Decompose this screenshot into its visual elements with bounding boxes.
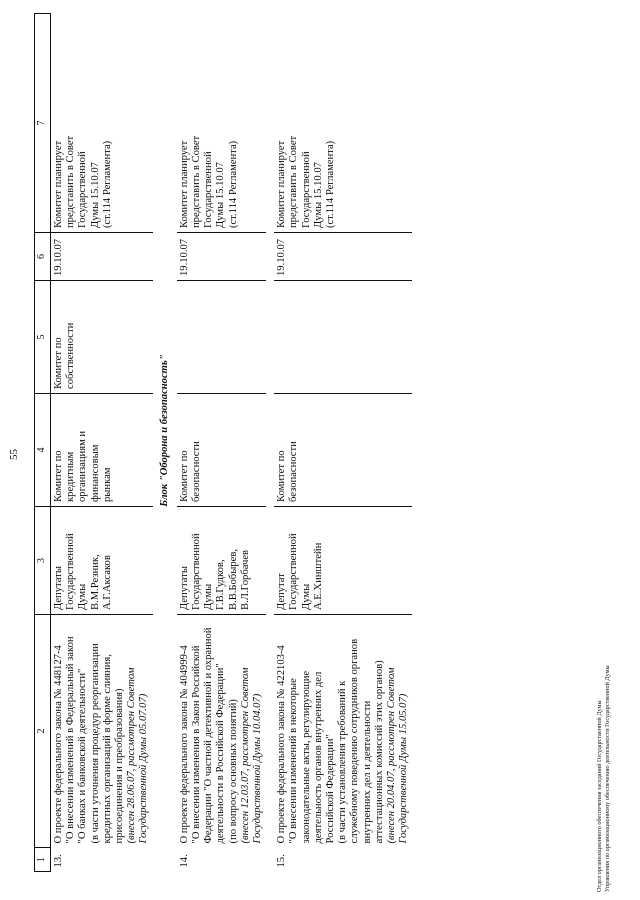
bill-title-line: "О внесении изменений в некоторые [288, 678, 300, 844]
committee-line: Комитет по [276, 450, 288, 502]
bill-title-cell [177, 615, 266, 848]
initiator-line: А.Г.Аксаков [101, 555, 113, 610]
date-cell: 19.10.07 [177, 233, 266, 281]
bill-title-cell [274, 615, 412, 848]
bill-note-line: (внесен 20.04.07, рассмотрен Советом [386, 667, 398, 844]
status-line: Государственной [300, 151, 312, 228]
status-line: Комитет планирует [53, 140, 64, 228]
bill-title-line: Федерации "О частной детективной и охранной [203, 627, 215, 844]
initiator-line: Государственной [65, 533, 77, 610]
bill-title-line: (в части установления требований к [337, 680, 349, 844]
row-number: 15. [276, 854, 288, 868]
footer [596, 665, 612, 892]
bill-title-line: (в части уточнения процедур реорганизации [89, 643, 101, 844]
committee-line: Комитет по [53, 450, 64, 502]
initiator-line: В.В.Бобырев, [227, 549, 239, 610]
footer-line: Отдел организационного обеспечения заседаний Государственной Думы [596, 700, 603, 892]
co-committee-cell [177, 281, 266, 394]
bill-title-line: "О внесении изменений в Федеральный закон [65, 636, 77, 844]
committee-line: рынкам [101, 467, 113, 502]
initiator-line: Г.В.Гудков, [215, 559, 227, 610]
table-header-row [35, 14, 51, 872]
bill-note-line: Государственной Думы 10.04.07) [252, 693, 264, 844]
committee-line: Комитет по [178, 450, 190, 502]
page-number: 55 [8, 449, 20, 460]
status-line: (ст.114 Регламента) [325, 140, 337, 228]
status-line: представить в Совет [65, 135, 77, 228]
initiator-cell [274, 507, 412, 615]
row-spacer [266, 14, 274, 872]
column-header: 7 [35, 14, 51, 233]
co-committee-line: Комитет по [53, 337, 64, 389]
initiator-line: Депутаты [53, 566, 64, 610]
bill-title-line: служебному поведению сотрудников органов [349, 638, 361, 844]
co-committee-cell [51, 281, 153, 394]
status-line: Государственной [77, 151, 89, 228]
table-row [177, 14, 266, 872]
initiator-line: В.М.Резник, [89, 554, 101, 610]
initiator-line: Думы [203, 583, 215, 610]
column-header: 2 [35, 615, 51, 848]
committee-line: финансовым [89, 444, 101, 502]
status-cell [177, 14, 266, 233]
bill-title-line: присоединения и преобразования) [114, 688, 126, 844]
initiator-line: А.Е.Хинштейн [312, 542, 324, 610]
bill-title-line: (по вопросу основных понятий) [227, 699, 239, 844]
bill-title-line: О проекте федерального закона № 404999-4 [178, 645, 190, 844]
table-row [51, 14, 153, 872]
committee-line: кредитным [65, 451, 77, 502]
co-committee-line: собственности [65, 322, 77, 389]
bill-note-line: (внесен 12.03.07, рассмотрен Советом [239, 667, 251, 844]
committee-line: безопасности [191, 441, 203, 502]
bill-note-line: (внесен 28.06.07, рассмотрен Советом [126, 667, 138, 844]
bill-title-line: внутренних дел и деятельности [361, 700, 373, 844]
status-cell [51, 14, 153, 233]
committee-cell [177, 394, 266, 507]
initiator-line: В.Л.Горбачев [239, 549, 251, 610]
column-header: 5 [35, 281, 51, 394]
bill-note-line: Государственной Думы 05.07.07) [138, 693, 150, 844]
initiator-cell [51, 507, 153, 615]
row-number: 13. [53, 854, 64, 868]
bill-title-line: законодательные акты, регулирующие [300, 670, 312, 844]
footer-line: Управления по организационному обеспечению деятельности Государственной Думы [604, 665, 611, 892]
block-heading: Блок "Оборона и безопасность" [158, 354, 170, 507]
committee-line: организациям и [77, 430, 89, 502]
status-line: представить в Совет [288, 135, 300, 228]
committee-cell [274, 394, 412, 507]
bill-note-line: Государственной Думы 15.05.07) [398, 693, 410, 844]
initiator-cell [177, 507, 266, 615]
date-cell: 19.10.07 [274, 233, 412, 281]
date-cell: 19.10.07 [51, 233, 153, 281]
status-line: Думы 15.10.07 [312, 162, 324, 228]
initiator-line: Думы [77, 583, 89, 610]
status-line: Думы 15.10.07 [215, 162, 227, 228]
bill-title-cell [51, 615, 153, 848]
status-line: (ст.114 Регламента) [101, 140, 113, 228]
bill-title-line: деятельность органов внутренних дел [312, 671, 324, 844]
bill-title-line: кредитных организаций в форме слияния, [101, 654, 113, 844]
column-header: 4 [35, 394, 51, 507]
status-line: представить в Совет [191, 135, 203, 228]
status-line: Государственной [203, 151, 215, 228]
initiator-line: Государственной [288, 533, 300, 610]
bill-title-line: О проекте федерального закона № 422103-4 [276, 645, 288, 844]
bill-title-line: аттестационных комиссий этих органов) [373, 660, 385, 844]
initiator-line: Думы [300, 583, 312, 610]
initiator-line: Государственной [191, 533, 203, 610]
bills-table [34, 13, 412, 872]
status-line: Думы 15.10.07 [89, 162, 101, 228]
column-header: 1 [35, 848, 51, 872]
column-header: 3 [35, 507, 51, 615]
committee-cell [51, 394, 153, 507]
status-line: Комитет планирует [178, 140, 190, 228]
status-cell [274, 14, 412, 233]
co-committee-cell [274, 281, 412, 394]
bill-title-line: "О внесении изменения в Закон Российской [191, 645, 203, 844]
committee-line: безопасности [288, 441, 300, 502]
initiator-line: Депутат [276, 573, 288, 610]
block-heading-row [153, 14, 177, 872]
column-header: 6 [35, 233, 51, 281]
table-row [274, 14, 412, 872]
bill-title-line: "О банках и банковской деятельности" [77, 668, 89, 844]
status-line: Комитет планирует [276, 140, 288, 228]
bill-title-line: О проекте федерального закона № 448127-4 [53, 645, 64, 844]
initiator-line: Депутаты [178, 566, 190, 610]
status-line: (ст.114 Регламента) [227, 140, 239, 228]
row-number: 14. [178, 854, 190, 868]
bill-title-line: Российской Федерации" [325, 734, 337, 844]
bill-title-line: деятельности в Российской Федерации" [215, 663, 227, 844]
